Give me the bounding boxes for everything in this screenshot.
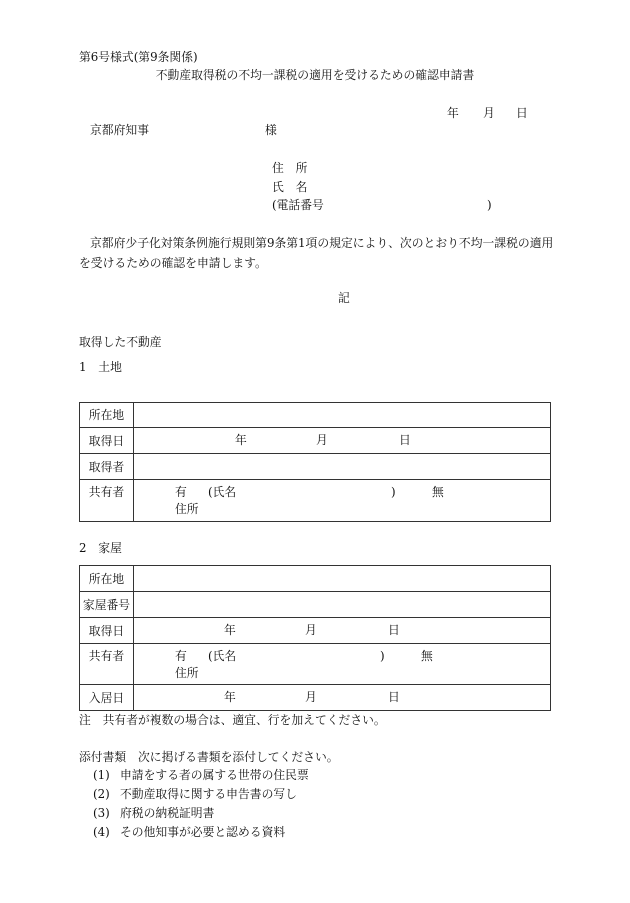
co-owner-name-close: ) (380, 649, 385, 663)
year-unit: 年 (235, 433, 247, 447)
house-location-field (134, 566, 550, 591)
house-acquisition-date-field (134, 618, 550, 643)
attachment-text: 府税の納税証明書 (120, 806, 215, 820)
house-table (79, 565, 551, 711)
date-day-unit: 日 (516, 106, 528, 120)
table-row (80, 454, 550, 480)
date-month-unit: 月 (483, 106, 495, 120)
day-unit: 日 (388, 690, 400, 704)
co-owner-no: 無 (421, 649, 433, 663)
co-owner-address-label: 住所 (175, 666, 199, 680)
land-table (79, 402, 551, 522)
land-acquisition-date-field (134, 428, 550, 453)
addressee-honorific: 様 (265, 123, 277, 137)
applicant-phone-label: (電話番号 (272, 198, 324, 212)
date-year-unit: 年 (447, 106, 459, 120)
table-row (80, 618, 550, 644)
attachment-text: 不動産取得に関する申告書の写し (120, 787, 297, 801)
house-move-in-date-label: 入居日 (80, 685, 134, 710)
co-owner-yes: 有 (175, 649, 187, 663)
applicant-phone-close: ) (487, 198, 492, 212)
attachment-number: (1) (93, 768, 110, 782)
land-acquisition-date-label: 取得日 (80, 428, 134, 453)
land-location-label: 所在地 (80, 403, 134, 427)
land-acquirer-field (134, 454, 550, 479)
form-number: 第6号様式(第9条関係) (79, 50, 198, 64)
attachment-number: (4) (93, 825, 110, 839)
table-row (80, 592, 550, 618)
house-number-field (134, 592, 550, 617)
month-unit: 月 (316, 433, 328, 447)
table-row (80, 685, 550, 710)
house-co-owner-field (134, 644, 550, 684)
table-row (80, 566, 550, 592)
record-mark: 記 (338, 291, 350, 305)
attachment-text: その他知事が必要と認める資料 (120, 825, 286, 839)
land-co-owner-label: 共有者 (80, 480, 134, 521)
day-unit: 日 (399, 433, 411, 447)
house-location-label: 所在地 (80, 566, 134, 591)
document-title: 不動産取得税の不均一課税の適用を受けるための確認申請書 (155, 68, 475, 82)
month-unit: 月 (305, 690, 317, 704)
day-unit: 日 (388, 623, 400, 637)
attachment-number: (2) (93, 787, 110, 801)
statement-line-1: 京都府少子化対策条例施行規則第9条第1項の規定により、次のとおり不均一課税の適用 (90, 236, 554, 250)
month-unit: 月 (305, 623, 317, 637)
house-number-label: 家屋番号 (80, 592, 134, 617)
statement-line-2: を受けるための確認を申請します。 (79, 256, 267, 270)
table-row (80, 480, 550, 521)
addressee-name: 京都府知事 (90, 123, 149, 137)
co-owner-name-label: (氏名 (208, 649, 237, 663)
year-unit: 年 (224, 690, 236, 704)
table-row (80, 428, 550, 454)
co-owner-name-close: ) (391, 485, 396, 499)
table-row (80, 403, 550, 428)
property-heading: 取得した不動産 (79, 335, 162, 349)
co-owner-address-label: 住所 (175, 502, 199, 516)
land-location-field (134, 403, 550, 427)
attachment-number: (3) (93, 806, 110, 820)
co-owner-note: 注 共有者が複数の場合は、適宜、行を加えてください。 (79, 713, 386, 727)
applicant-name-label: 氏 名 (272, 180, 308, 194)
land-acquirer-label: 取得者 (80, 454, 134, 479)
land-heading: 1 土地 (79, 360, 122, 374)
co-owner-no: 無 (432, 485, 444, 499)
land-co-owner-field (134, 480, 550, 521)
co-owner-name-label: (氏名 (208, 485, 237, 499)
co-owner-yes: 有 (175, 485, 187, 499)
house-move-in-date-field (134, 685, 550, 710)
applicant-address-label: 住 所 (272, 161, 308, 175)
table-row (80, 644, 550, 685)
attachments-heading: 添付書類 次に掲げる書類を添付してください。 (79, 750, 339, 764)
year-unit: 年 (224, 623, 236, 637)
house-co-owner-label: 共有者 (80, 644, 134, 684)
house-heading: 2 家屋 (79, 541, 122, 555)
attachment-text: 申請をする者の属する世帯の住民票 (120, 768, 309, 782)
house-acquisition-date-label: 取得日 (80, 618, 134, 643)
